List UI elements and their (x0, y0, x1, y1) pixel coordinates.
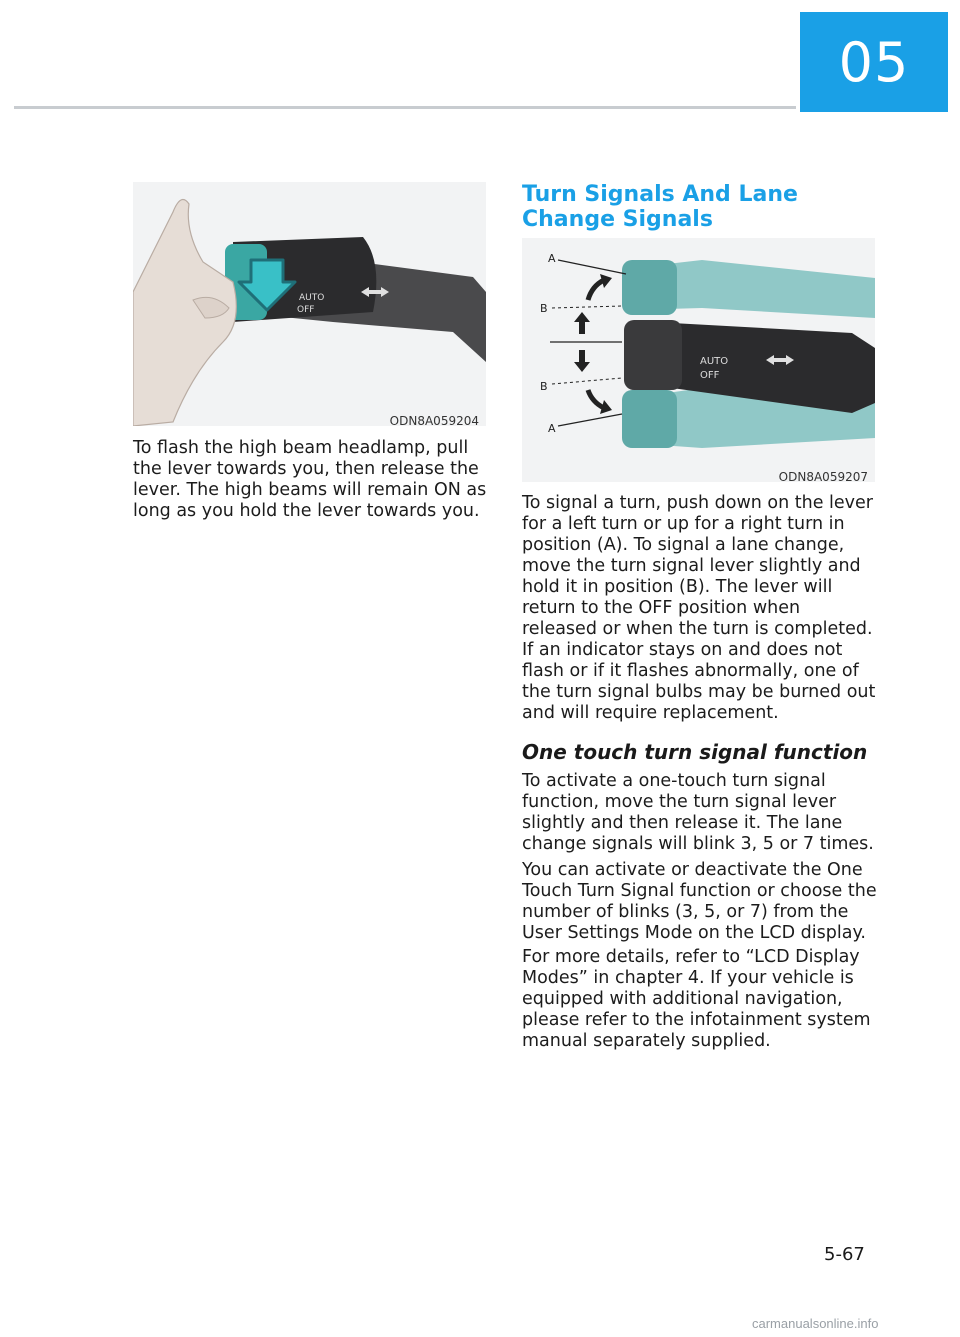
figure-code: ODN8A059207 (778, 470, 868, 484)
paragraph-indicator-fault: If an indicator stays on and does not flash or if it flashes abnormally, one of the turn signal bulbs may be burned out and will require replacement. (522, 640, 876, 723)
lever-label-off: OFF (297, 305, 315, 315)
paragraph-signal-turn: To signal a turn, push down on the lever for a left turn or up for a right turn in position (A). To signal a lane change, move the turn signal lever slightly and hold it in position (B). The lever will return to the OFF position when released or when the turn is completed. (522, 493, 873, 639)
left-paragraph: To flash the high beam headlamp, pull the lever towards you, then release the lever. The high beams will remain ON as long as you hold the lever towards you. (133, 438, 487, 521)
paragraph-one-touch: To activate a one-touch turn signal function, move the turn signal lever slightly and then release it. The lane change signals will blink 3, 5 or 7 times. (522, 771, 874, 854)
position-label-b-bottom: B (540, 380, 548, 393)
figure-turn-signal-positions (522, 238, 875, 482)
page-number: 5-67 (824, 1244, 865, 1265)
position-label-a-bottom: A (548, 422, 556, 435)
header-rule (14, 106, 796, 109)
position-label-b-top: B (540, 302, 548, 315)
position-label-a-top: A (548, 252, 556, 265)
figure-code: ODN8A059204 (389, 414, 479, 428)
lever-label-off: OFF (700, 370, 720, 381)
paragraph-user-settings: You can activate or deactivate the One Touch Turn Signal function or choose the number of blinks (3, 5, or 7) from the User Settings Mode on the LCD display. (522, 860, 877, 943)
turn-signal-lever-illustration (522, 238, 875, 482)
lever-label-auto: AUTO (299, 293, 325, 303)
watermark: carmanualsonline.info (752, 1316, 879, 1331)
section-title: Turn Signals And Lane Change Signals (522, 182, 798, 232)
chapter-tab: 05 (800, 12, 948, 112)
paragraph-more-details: For more details, refer to “LCD Display Modes” in chapter 4. If your vehicle is equipped with additional navigation, please refer to the infotainment system manual separately supplied. (522, 947, 871, 1051)
lever-label-auto: AUTO (700, 356, 729, 367)
subsection-title: One touch turn signal function (522, 740, 868, 764)
high-beam-lever-illustration (133, 182, 486, 426)
figure-high-beam-flash (133, 182, 486, 426)
